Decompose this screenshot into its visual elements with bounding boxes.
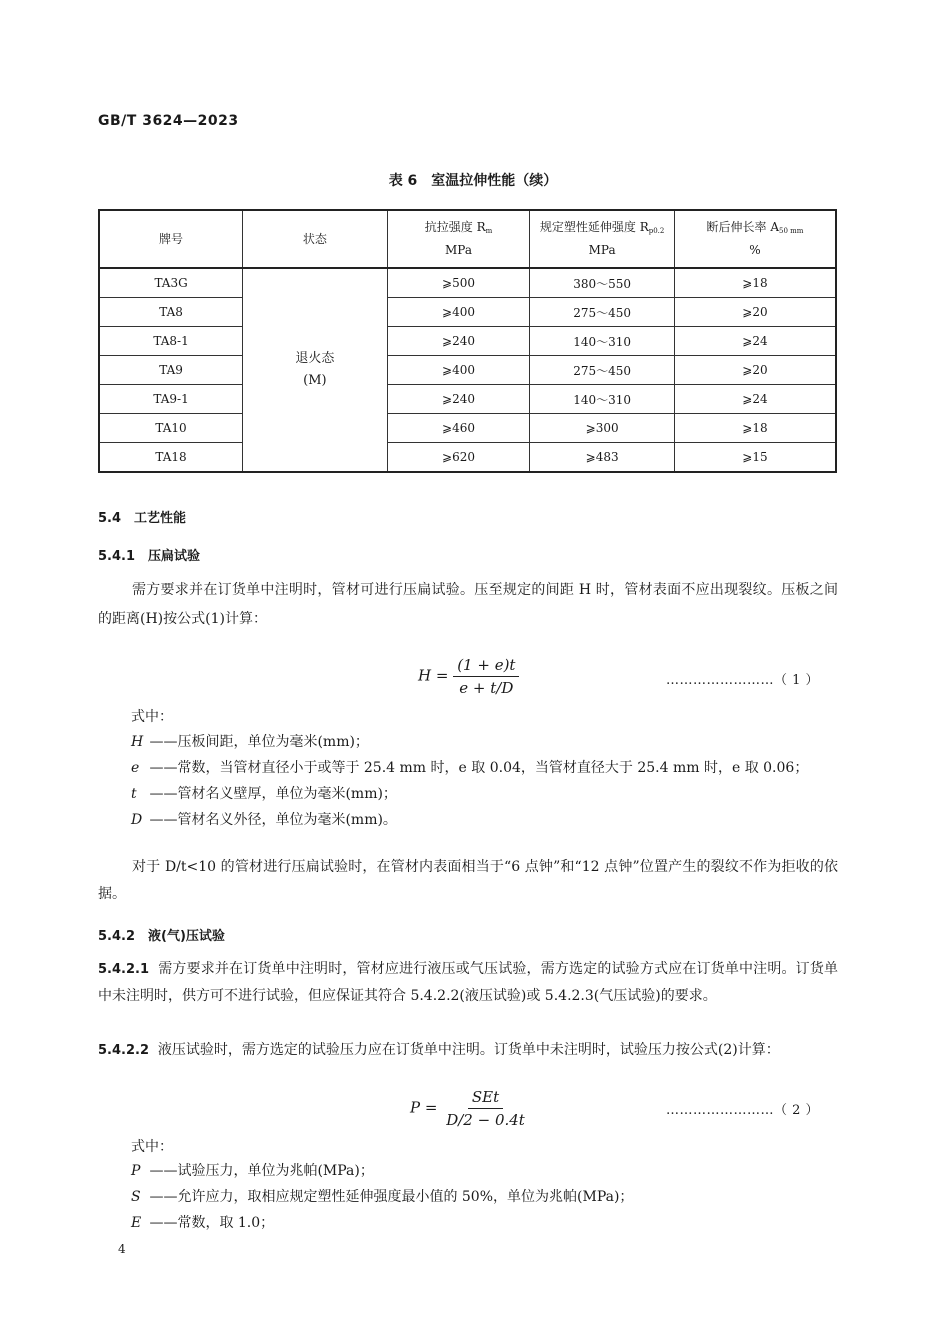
cell-grade: TA18 [99, 443, 243, 473]
cell-grade: TA9 [99, 356, 243, 385]
table-row [99, 298, 836, 327]
cell-elongation: ⩾15 [674, 443, 836, 473]
section-heading-5-4-1: 5.4.1 压扁试验 [98, 549, 201, 564]
table-row [99, 268, 836, 298]
definition-list-1 [131, 729, 841, 833]
where-label-1: 式中： [131, 709, 173, 725]
col-header-grade: 牌号 [99, 210, 243, 268]
table-row [99, 385, 836, 414]
col-header-yield: 规定塑性延伸强度 $R_{p0.2}$ MPa [530, 210, 675, 268]
clause-5-4-2-2: 5.4.2.2 液压试验时，需方选定的试验压力应在订货单中注明。订货单中未注明时，试验压力按公式(2)计算： [98, 1042, 780, 1058]
table-header-row [99, 210, 836, 268]
cell-grade: TA8 [99, 298, 243, 327]
cell-elongation: ⩾18 [674, 414, 836, 443]
page-number: 4 [118, 1242, 126, 1256]
cell-yield: ⩾300 [530, 414, 675, 443]
standard-number: GB/T 3624—2023 [98, 113, 239, 129]
section-heading-5-4-2: 5.4.2 液(气)压试验 [98, 929, 225, 944]
formula-1-fraction [453, 656, 519, 697]
cell-yield: 140～310 [530, 385, 675, 414]
formula-1-denominator: e + t/D [459, 679, 514, 697]
cell-tensile: ⩾240 [387, 327, 530, 356]
formula-2-lhs: P = [410, 1098, 438, 1117]
cell-tensile: ⩾500 [387, 268, 530, 298]
section-heading-5-4: 5.4 工艺性能 [98, 511, 187, 526]
formula-1-lhs: H = [418, 666, 449, 685]
formula-2 [410, 1088, 529, 1129]
cell-yield: 275～450 [530, 298, 675, 327]
cell-elongation: ⩾20 [674, 356, 836, 385]
where-label-2: 式中： [131, 1139, 173, 1155]
definition-item: e ——常数，当管材直径小于或等于 25.4 mm 时，e 取 0.04，当管材直径大于 25.4 mm 时，e 取 0.06； [131, 760, 809, 776]
cell-yield: 275～450 [530, 356, 675, 385]
formula-1-number: ……………………（ 1 ） [666, 673, 820, 688]
definition-item: S ——允许应力，取相应规定塑性延伸强度最小值的 50%，单位为兆帕(MPa)； [131, 1189, 634, 1205]
formula-2-fraction [442, 1088, 529, 1129]
definition-item: P ——试验压力，单位为兆帕(MPa)； [131, 1163, 374, 1179]
cell-tensile: ⩾240 [387, 385, 530, 414]
col-header-state: 状态 [243, 210, 388, 268]
cell-elongation: ⩾24 [674, 385, 836, 414]
definition-item: D ——管材名义外径，单位为毫米(mm)。 [131, 812, 397, 828]
table-row [99, 414, 836, 443]
cell-elongation: ⩾24 [674, 327, 836, 356]
cell-state: 退火态 (M) [243, 268, 388, 472]
table-row [99, 356, 836, 385]
definition-list-2 [131, 1158, 841, 1236]
cell-elongation: ⩾20 [674, 298, 836, 327]
table-row [99, 443, 836, 473]
formula-2-numerator: SEt [468, 1088, 503, 1109]
table-row [99, 327, 836, 356]
formula-2-denominator: D/2 − 0.4t [446, 1111, 525, 1129]
cell-yield: 140～310 [530, 327, 675, 356]
cell-grade: TA8-1 [99, 327, 243, 356]
formula-1 [418, 656, 519, 697]
cell-tensile: ⩾460 [387, 414, 530, 443]
cell-tensile: ⩾400 [387, 356, 530, 385]
cell-yield: 380～550 [530, 268, 675, 298]
cell-grade: TA10 [99, 414, 243, 443]
col-header-elongation: 断后伸长率 $A_{50 mm}$ % [674, 210, 836, 268]
cell-tensile: ⩾620 [387, 443, 530, 473]
definition-item: H ——压板间距，单位为毫米(mm)； [131, 734, 369, 750]
cell-yield: ⩾483 [530, 443, 675, 473]
formula-1-numerator: (1 + e)t [453, 656, 519, 677]
formula-2-number: ……………………（ 2 ） [666, 1103, 820, 1118]
definition-item: E ——常数，取 1.0； [131, 1215, 275, 1231]
paragraph-flattening: 需方要求并在订货单中注明时，管材可进行压扁试验。压至规定的间距 H 时，管材表面不应出现裂纹。压板之间的距离(H)按公式(1)计算： [98, 582, 838, 627]
definition-item: t ——管材名义壁厚，单位为毫米(mm)； [131, 786, 397, 802]
cell-tensile: ⩾400 [387, 298, 530, 327]
cell-grade: TA3G [99, 268, 243, 298]
paragraph-crack-note: 对于 D/t<10 的管材进行压扁试验时，在管材内表面相当于“6 点钟”和“12 点钟”位置产生的裂纹不作为拒收的依据。 [98, 859, 838, 902]
cell-grade: TA9-1 [99, 385, 243, 414]
col-header-tensile: 抗拉强度 $R_m$ MPa [387, 210, 530, 268]
cell-elongation: ⩾18 [674, 268, 836, 298]
clause-5-4-2-1: 5.4.2.1 需方要求并在订货单中注明时，管材应进行液压或气压试验，需方选定的试验方式应在订货单中注明。订货单中未注明时，供方可不进行试验，但应保证其符合 5.4.2.2(液压试验)或 5.4.2.3(气压试验)的要求。 [98, 961, 838, 1004]
table-caption: 表 6 室温拉伸性能（续） [388, 173, 558, 189]
tensile-properties-table [98, 209, 837, 473]
